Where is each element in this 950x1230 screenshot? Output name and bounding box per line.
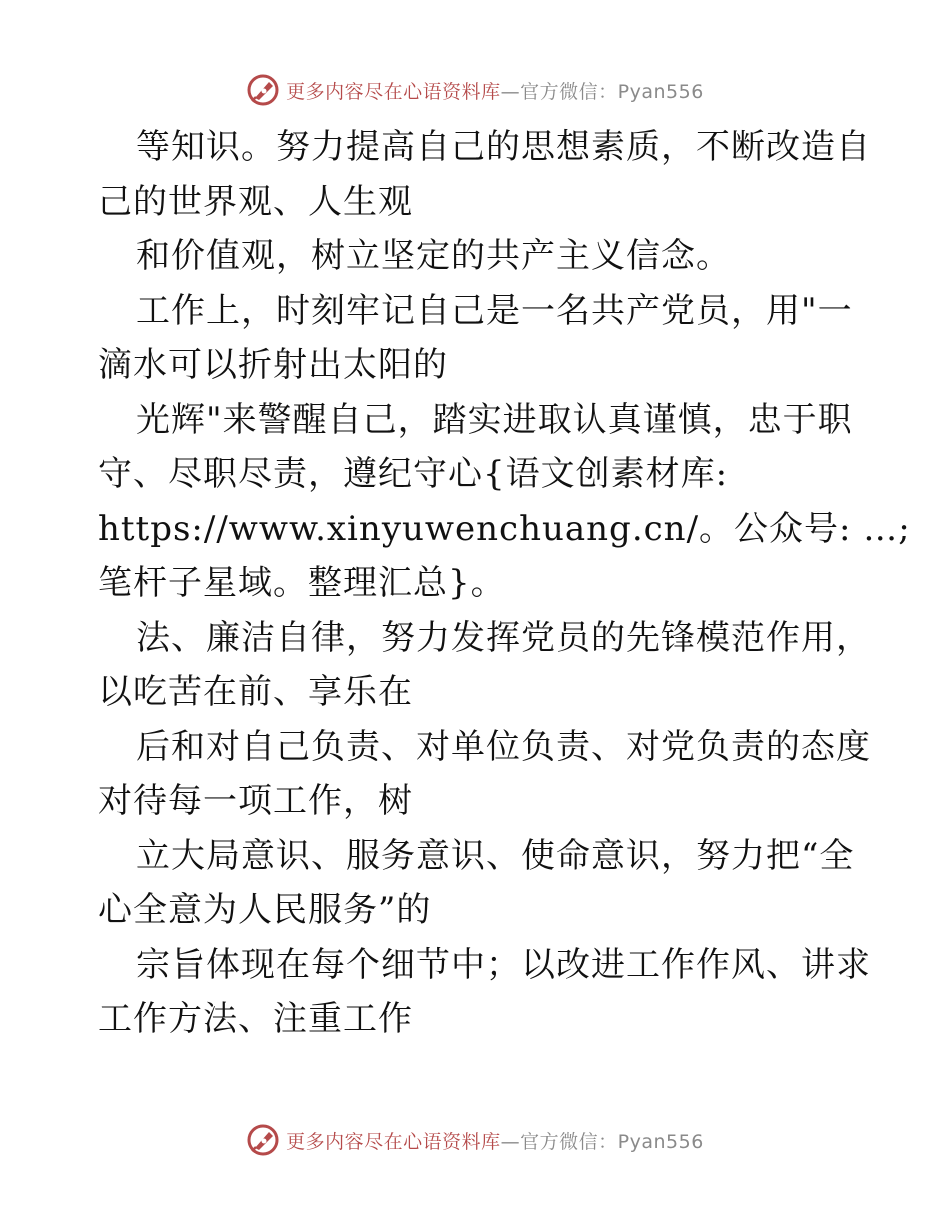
- header-banner: [0, 70, 950, 110]
- body-line: 滴水可以折射出太阳的: [98, 345, 448, 385]
- body-line: 和价值观，树立坚定的共产主义信念。: [136, 236, 731, 276]
- body-line: 以吃苦在前、享乐在: [98, 672, 413, 712]
- header-banner-grey: —官方微信：Pyan556: [500, 80, 704, 103]
- header-banner-text: [286, 77, 704, 104]
- body-line: 宗旨体现在每个细节中；以改进工作作风、讲求: [136, 944, 871, 985]
- body-line: 笔杆子星域。整理汇总}。: [98, 563, 506, 603]
- document-body: [98, 120, 911, 1047]
- footer-banner-text: [286, 1127, 704, 1154]
- header-banner-red: 更多内容尽在心语资料库: [286, 80, 501, 103]
- footer-banner-grey: —官方微信：Pyan556: [500, 1130, 704, 1153]
- body-line: 后和对自己负责、对单位负责、对党负责的态度: [136, 726, 871, 767]
- body-line: 心全意为人民服务”的: [98, 890, 432, 930]
- body-line: 工作方法、注重工作: [98, 999, 413, 1039]
- body-line: 等知识。努力提高自己的思想素质，不断改造自: [136, 127, 871, 167]
- body-line: 对待每一项工作，树: [98, 781, 413, 821]
- footer-banner-red: 更多内容尽在心语资料库: [286, 1130, 501, 1153]
- body-line: 法、廉洁自律，努力发挥党员的先锋模范作用，: [136, 617, 871, 658]
- pen-nib-logo-icon: [246, 73, 280, 107]
- body-line: 立大局意识、服务意识、使命意识，努力把“全: [136, 835, 855, 876]
- pen-nib-logo-icon: [246, 1123, 280, 1157]
- body-line: 光辉"来警醒自己，踏实进取认真谨慎，忠于职: [136, 399, 853, 440]
- body-line: 己的世界观、人生观: [98, 181, 413, 222]
- body-line: 工作上，时刻牢记自己是一名共产党员，用"一: [136, 290, 853, 331]
- body-line: 守、尽职尽责，遵纪守心{语文创素材库:: [98, 454, 729, 494]
- body-line-url: https://www.xinyuwenchuang.cn/。公众号: …;: [98, 508, 911, 549]
- footer-banner: [0, 1120, 950, 1160]
